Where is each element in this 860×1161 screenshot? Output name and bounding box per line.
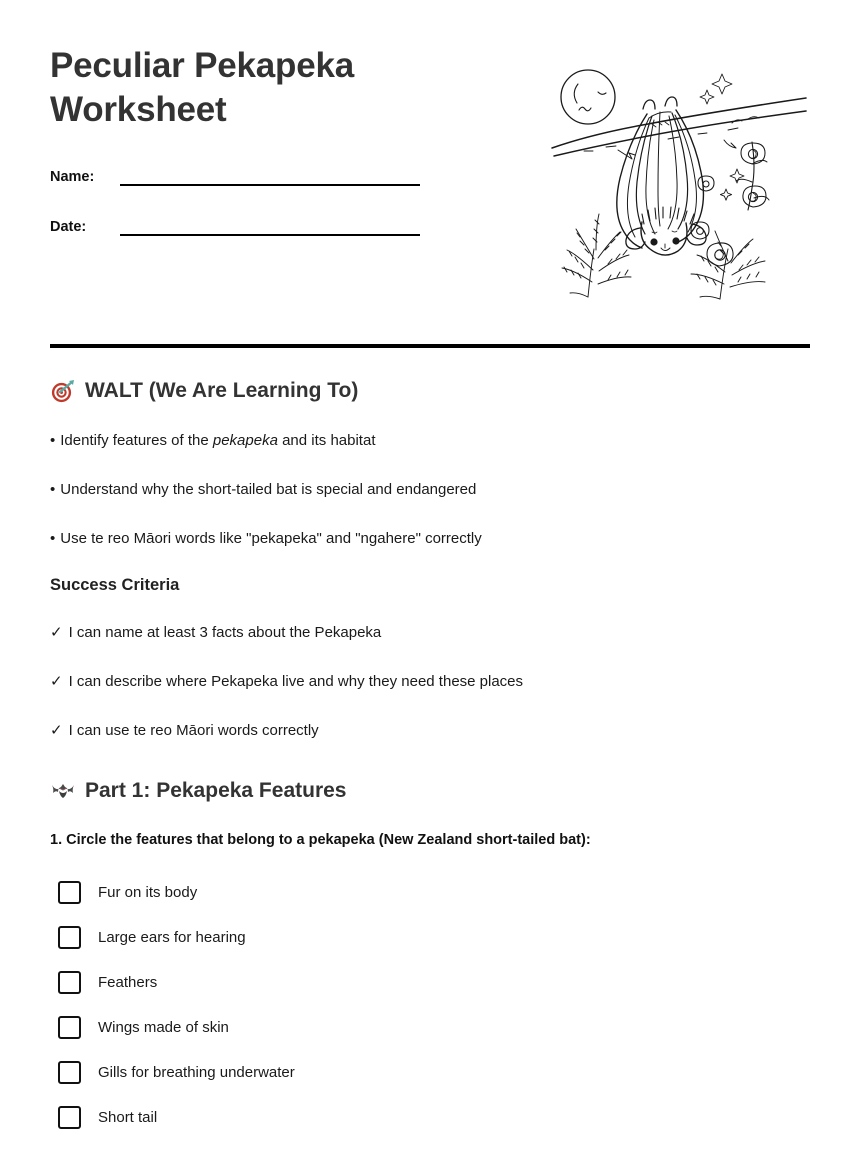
checkbox-row[interactable] bbox=[58, 881, 812, 905]
worksheet-header bbox=[0, 0, 860, 300]
success-criteria-item-0 bbox=[50, 622, 812, 644]
success-criteria-item-0-text: I can name at least 3 facts about the Pekapeka bbox=[68, 624, 382, 642]
checkbox-label: Feathers bbox=[98, 973, 158, 991]
checkbox-fur-on-its-body[interactable] bbox=[58, 881, 81, 904]
page-title: Peculiar Pekapeka Worksheet bbox=[50, 46, 355, 130]
success-criteria-item-1-text: I can describe where Pekapeka live and why they need these places bbox=[68, 672, 524, 690]
walt-item-0-suffix: and its habitat bbox=[277, 432, 376, 449]
success-criteria-heading: Success Criteria bbox=[50, 576, 180, 595]
checkbox-row[interactable] bbox=[58, 1106, 812, 1130]
dart-target-icon bbox=[50, 378, 76, 404]
checkbox-row[interactable] bbox=[58, 1061, 812, 1085]
date-field-row bbox=[50, 210, 520, 236]
walt-heading-text: WALT (We Are Learning To) bbox=[85, 379, 359, 403]
pekapeka-illustration bbox=[548, 52, 810, 302]
checkbox-label: Short tail bbox=[98, 1108, 158, 1126]
checkbox-label: Fur on its body bbox=[98, 883, 198, 901]
title-block bbox=[50, 44, 520, 236]
success-criteria-item-2 bbox=[50, 720, 812, 742]
walt-item-0-emphasis: pekapeka bbox=[212, 432, 278, 449]
walt-item-0 bbox=[50, 430, 812, 452]
checkbox-gills-for-breathing-underwater[interactable] bbox=[58, 1061, 81, 1084]
name-field-label: Name: bbox=[50, 168, 95, 185]
success-criteria-item-2-text: I can use te reo Māori words correctly bbox=[68, 721, 319, 739]
name-field-row bbox=[50, 160, 520, 186]
name-field-input-line[interactable] bbox=[120, 168, 420, 186]
bat-icon bbox=[50, 777, 76, 803]
checkbox-label: Large ears for hearing bbox=[98, 928, 246, 946]
checkbox-large-ears-for-hearing[interactable] bbox=[58, 926, 81, 949]
bullet-icon: • bbox=[50, 480, 56, 498]
date-field-label: Date: bbox=[50, 218, 87, 235]
bullet-icon: • bbox=[50, 529, 56, 547]
checkbox-row[interactable] bbox=[58, 1016, 812, 1040]
part1-question: 1. Circle the features that belong to a pekapeka (New Zealand short-tailed bat): bbox=[50, 832, 591, 849]
part1-heading-text: Part 1: Pekapeka Features bbox=[85, 778, 347, 802]
part1-options-list bbox=[50, 881, 812, 1130]
checkbox-row[interactable] bbox=[58, 971, 812, 995]
bullet-icon: • bbox=[50, 432, 56, 449]
part1-heading bbox=[50, 777, 812, 803]
walt-item-0-prefix: Identify features of the bbox=[60, 432, 213, 449]
walt-item-2 bbox=[50, 528, 812, 550]
check-icon: ✓ bbox=[50, 672, 63, 690]
moon-shape bbox=[561, 70, 615, 124]
checkbox-feathers[interactable] bbox=[58, 971, 81, 994]
checkbox-row[interactable] bbox=[58, 926, 812, 950]
checkbox-wings-made-of-skin[interactable] bbox=[58, 1016, 81, 1039]
walt-item-1-text: Understand why the short-tailed bat is special and endangered bbox=[60, 480, 477, 498]
checkbox-label: Gills for breathing underwater bbox=[98, 1063, 295, 1081]
walt-item-2-text: Use te reo Māori words like "pekapeka" and "ngahere" correctly bbox=[60, 529, 482, 547]
header-divider bbox=[50, 344, 810, 348]
checkbox-short-tail[interactable] bbox=[58, 1106, 81, 1129]
date-field-input-line[interactable] bbox=[120, 218, 420, 236]
walt-item-1 bbox=[50, 479, 812, 501]
worksheet-content bbox=[50, 378, 812, 1151]
checkbox-label: Wings made of skin bbox=[98, 1018, 229, 1036]
check-icon: ✓ bbox=[50, 624, 63, 642]
success-criteria-item-1 bbox=[50, 671, 812, 693]
walt-heading bbox=[50, 378, 812, 404]
check-icon: ✓ bbox=[50, 721, 63, 739]
